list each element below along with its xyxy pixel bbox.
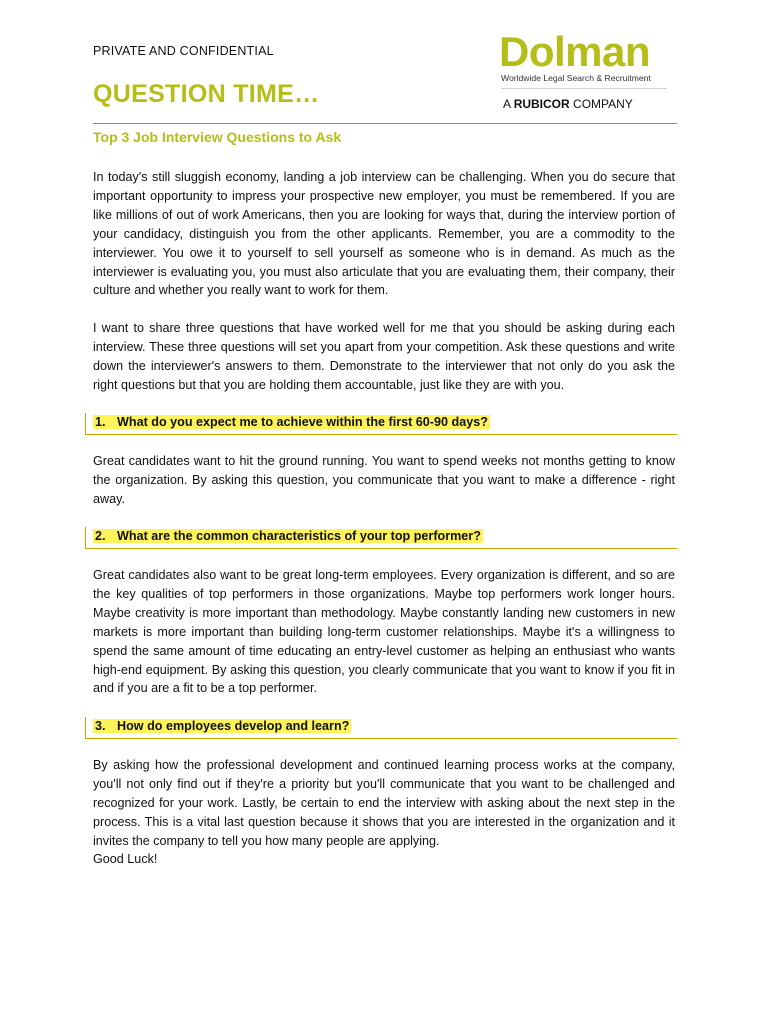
- question-text-3: [93, 719, 351, 733]
- question-text-2: [93, 529, 483, 543]
- question-text-1: [93, 415, 490, 429]
- question-heading-2: [85, 527, 677, 549]
- confidential-label: PRIVATE AND CONFIDENTIAL: [93, 44, 274, 58]
- document-subtitle: Top 3 Job Interview Questions to Ask: [93, 129, 342, 145]
- document-page: [93, 0, 677, 866]
- logo-divider: [501, 88, 667, 89]
- answer-paragraph-2: Great candidates also want to be great long-term employees. Every organization is different, and so are the key qualities of top performers in those organizations. Maybe top performers work longer hours. Maybe creativity is more important than methodology. Maybe constantly landing new customers in new markets is more important than building long-term customer relationships. Maybe it's a willingness to spend the same amount of time educating an entry-level customer as helping an enthusiast who wants high-end equipment. By asking this question, you clearly communicate that you want to know if you fit in and if you are a fit to be a top performer.: [93, 568, 675, 696]
- question-label-3: How do employees develop and learn?: [117, 719, 350, 733]
- question-number-1: 1.: [95, 415, 106, 429]
- question-number-3: 3.: [95, 719, 106, 733]
- question-label-2: What are the common characteristics of your top performer?: [117, 529, 481, 543]
- question-label-1: What do you expect me to achieve within the first 60-90 days?: [117, 415, 488, 429]
- answer-paragraph-3: By asking how the professional development and continued learning process works at the company, you'll not only find out if they're a priority but you'll communicate that you want to be challenged and recognized for your work. Lastly, be certain to end the interview with asking about the next step in the process. This is a vital last question because it shows that you are interested in the organization and it invites the company to tell you how many people are applying.: [93, 758, 675, 848]
- answer-paragraph-1: Great candidates want to hit the ground running. You want to spend weeks not months getting to know the organization. By asking this question, you communicate that you want to make a difference - right away.: [93, 454, 675, 506]
- logo-sub-brand: RUBICOR: [513, 97, 570, 111]
- logo-name: Dolman: [499, 28, 651, 75]
- question-heading-1: [85, 413, 677, 435]
- intro-paragraph-1: In today's still sluggish economy, landing a job interview can be challenging. When you do secure that important opportunity to impress your prospective new employer, you must be remembered. If you are like millions of out of work Americans, then you are looking for ways that, during the interview portion of your candidacy, distinguish you from the other applicants. Remember, you are a commodity to the interviewer. You owe it to yourself to sell yourself as someone who is in demand. As much as the interviewer is evaluating you, you must also articulate that you are evaluating them, their company, their culture and whether you really want to work for them.: [93, 170, 675, 298]
- document-header: [93, 0, 677, 124]
- closing-line: Good Luck!: [93, 852, 158, 866]
- question-number-2: 2.: [95, 529, 106, 543]
- dolman-logo: [499, 30, 669, 122]
- document-title: QUESTION TIME…: [93, 80, 320, 108]
- intro-paragraph-2: I want to share three questions that have worked well for me that you should be asking during each interview. These three questions will set you apart from your competition. Ask these questions and write down the interviewer's answers to them. Demonstrate to the interviewer that not only do you ask the right questions but that you are holding them accountable, just like they are with you.: [93, 321, 675, 392]
- question-heading-3: [85, 717, 677, 739]
- logo-tagline: Worldwide Legal Search & Recruitment: [501, 73, 651, 83]
- logo-subline: [503, 97, 633, 111]
- logo-sub-prefix: A: [503, 97, 514, 111]
- logo-sub-suffix: COMPANY: [569, 97, 633, 111]
- header-divider: [93, 123, 677, 124]
